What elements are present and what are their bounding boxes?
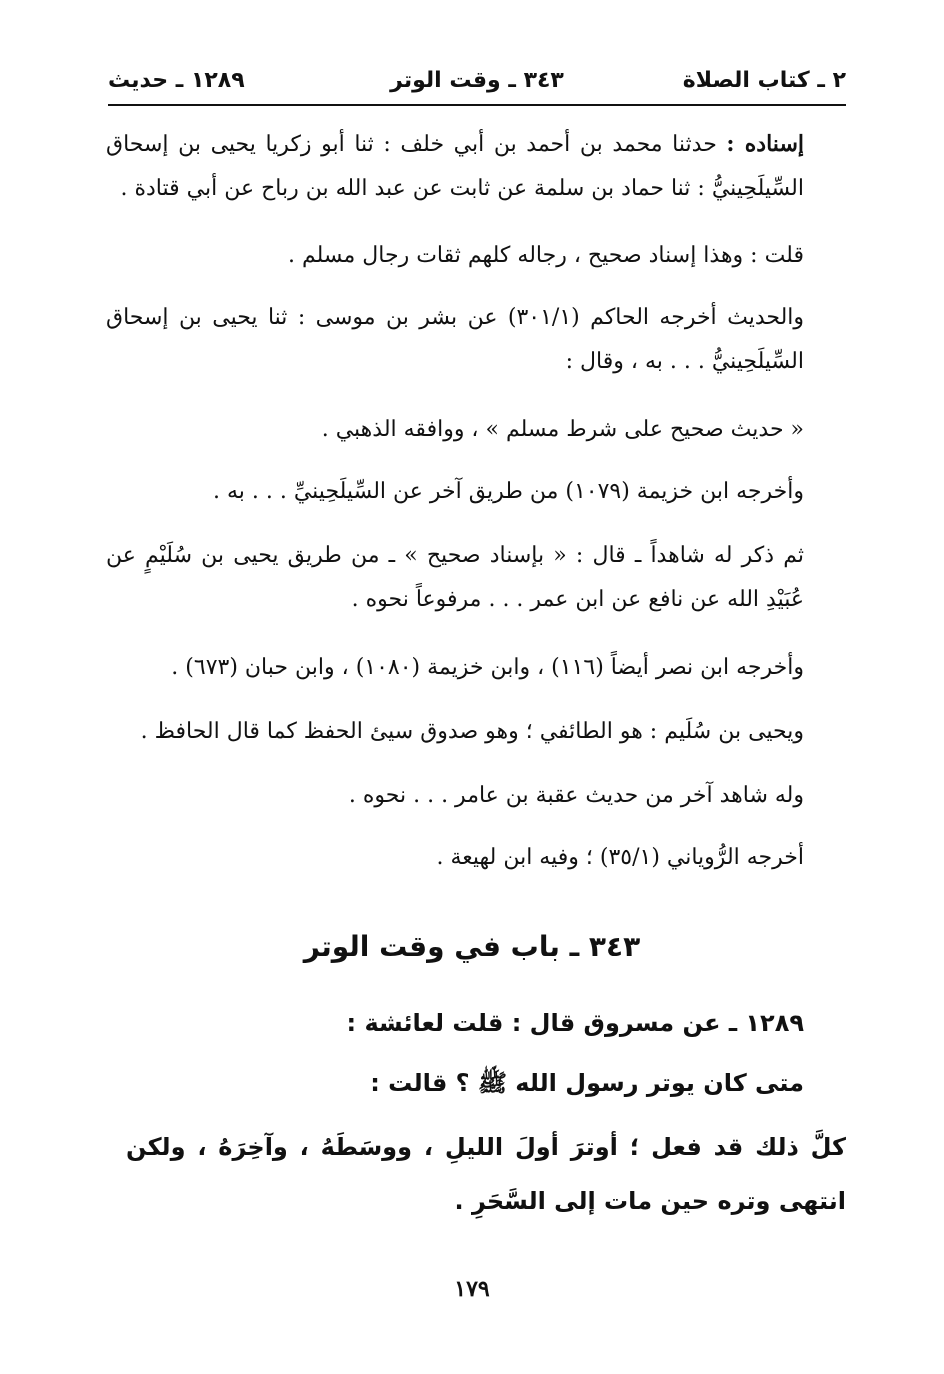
witness-paragraph: ثم ذكر له شاهداً ـ قال : « بإسناد صحيح » ـ من طريق يحيى بن سُلَيْمٍ عن عُبَيْدِ الله عن نافع عن ابن عمر . . . مرفوعاً نحوه . [106, 543, 804, 612]
header-chapter-title: ٣٤٣ ـ وقت الوتر [390, 67, 564, 93]
chapter-title: ٣٤٣ ـ باب في وقت الوتر [303, 930, 641, 963]
hadith-line-3: كلَّ ذلك قد فعل ؛ أوترَ أولَ الليلِ ، ووسَطَهُ ، وآخِرَهُ ، ولكن انتهى وتره حين مات إلى السَّحَرِ . [126, 1133, 846, 1215]
header-divider [108, 104, 846, 106]
yahya-paragraph: ويحيى بن سُلَيم : هو الطائفي ؛ وهو صدوق سيئ الحفظ كما قال الحافظ . [140, 719, 804, 744]
isnad-label: إسناده : [726, 131, 804, 157]
page-number: ١٧٩ [454, 1276, 490, 1302]
hakim-paragraph: والحديث أخرجه الحاكم (٣٠١/١) عن بشر بن موسى : ثنا يحيى بن إسحاق السِّيلَحِينيُّ . . . به ، وقال : [106, 305, 805, 374]
khuzaymah-paragraph: وأخرجه ابن خزيمة (١٠٧٩) من طريق آخر عن السِّيلَحِينيِّ . . . به . [212, 479, 804, 504]
isnad-paragraph [106, 122, 804, 211]
uqbah-paragraph: وله شاهد آخر من حديث عقبة بن عامر . . . نحوه . [348, 783, 804, 808]
hadith-line-1: ١٢٨٩ ـ عن مسروق قال : قلت لعائشة : [346, 1009, 804, 1037]
grading-paragraph: قلت : وهذا إسناد صحيح ، رجاله كلهم ثقات رجال مسلم . [287, 243, 804, 268]
header-book-title: ٢ ـ كتاب الصلاة [682, 67, 846, 93]
ibn-nasr-paragraph: وأخرجه ابن نصر أيضاً (١١٦) ، وابن خزيمة (١٠٨٠) ، وابن حبان (٦٧٣) . [171, 655, 804, 680]
running-header [108, 60, 846, 100]
hadith-line-2: متى كان يوتر رسول الله ﷺ ؟ قالت : [370, 1069, 804, 1097]
header-hadith-number: ١٢٨٩ ـ حديث [108, 67, 245, 93]
quote-paragraph: « حديث صحيح على شرط مسلم » ، ووافقه الذهبي . [321, 417, 804, 442]
isnad-text: حدثنا محمد بن أحمد بن أبي خلف : ثنا أبو زكريا يحيى بن إسحاق السِّيلَحِينيُّ : ثنا حماد بن سلمة عن ثابت عن عبد الله بن رباح عن أبي قتادة . [106, 132, 804, 201]
ruyani-paragraph: أخرجه الرُّوياني (٣٥/١) ؛ وفيه ابن لهيعة . [436, 845, 804, 870]
